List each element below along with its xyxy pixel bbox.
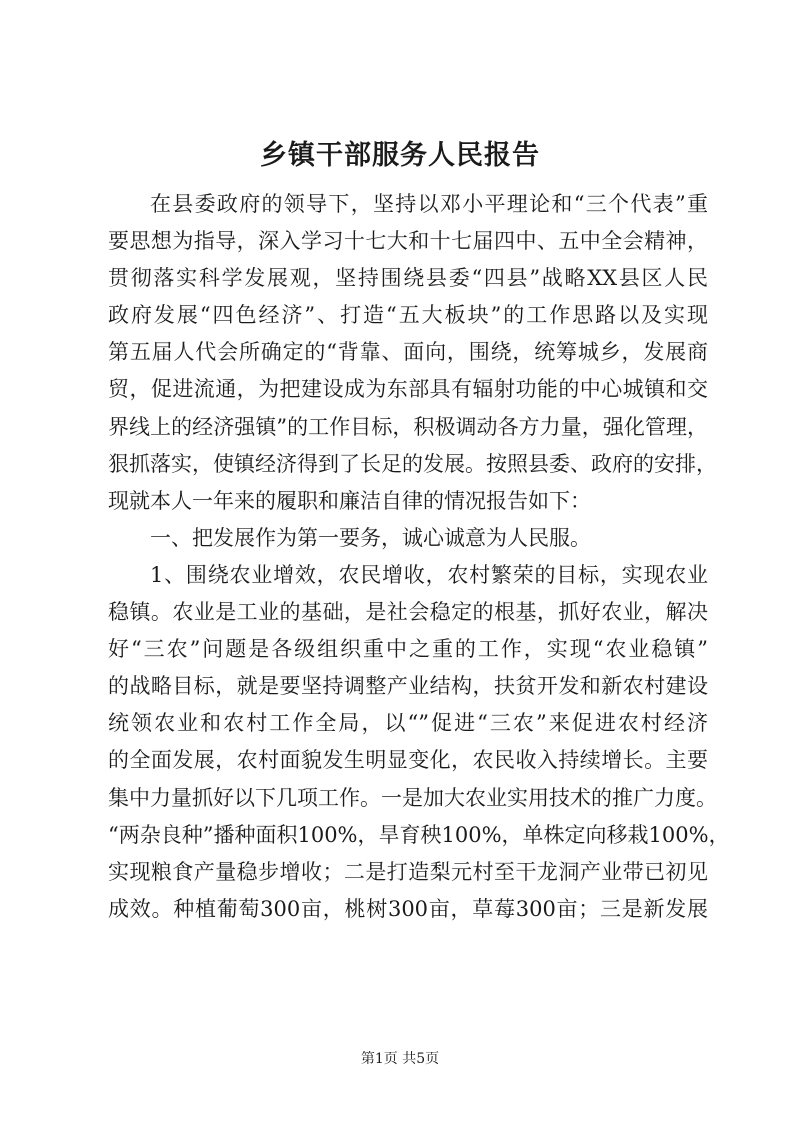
paragraph-line: 实现粮食产量稳步增收；二是打造梨元村至干龙洞产业带已初见 <box>108 859 708 884</box>
paragraph-line: 第五届人代会所确定的“背靠、面向，围绕，统筹城乡，发展商 <box>108 340 708 365</box>
paragraph-line: 贯彻落实科学发展观，坚持围绕县委“四县”战略XX县区人民 <box>108 266 708 291</box>
paragraph-line: 要思想为指导，深入学习十七大和十七届四中、五中全会精神， <box>108 229 708 254</box>
section-heading: 一、把发展作为第一要务，诚心诚意为人民服。 <box>150 525 591 550</box>
paragraph-line: 好“三农”问题是各级组织重中之重的工作，实现“农业稳镇” <box>108 637 708 662</box>
paragraph-line: 界线上的经济强镇”的工作目标，积极调动各方力量，强化管理， <box>108 414 708 439</box>
page-number-footer: 第1页 共5页 <box>360 1051 440 1067</box>
paragraph-line: 在县委政府的领导下，坚持以邓小平理论和“三个代表”重 <box>150 192 708 216</box>
paragraph-line: 成效。种植葡萄300亩，桃树300亩，草莓300亩；三是新发展 <box>108 896 708 921</box>
paragraph-line: 统领农业和农村工作全局，以“”促进“三农”来促进农村经济 <box>108 711 708 736</box>
paragraph-line: 的全面发展，农村面貌发生明显变化，农民收入持续增长。主要 <box>108 748 708 773</box>
paragraph-line: 狠抓落实，使镇经济得到了长足的发展。按照县委、政府的安排， <box>108 451 717 476</box>
document-body <box>108 186 730 928</box>
paragraph-line: 的战略目标，就是要坚持调整产业结构，扶贫开发和新农村建设 <box>108 674 708 699</box>
paragraph-line: 稳镇。农业是工业的基础，是社会稳定的根基，抓好农业，解决 <box>108 600 708 625</box>
paragraph-line: 贸，促进流通，为把建设成为东部具有辐射功能的中心城镇和交 <box>108 377 708 402</box>
paragraph-line: 现就本人一年来的履职和廉洁自律的情况报告如下： <box>108 488 591 513</box>
paragraph-line: “两杂良种”播种面积100%，旱育秧100%，单株定向移栽100%， <box>108 822 730 847</box>
paragraph-line: 集中力量抓好以下几项工作。一是加大农业实用技术的推广力度。 <box>108 785 717 810</box>
paragraph-line: 1、围绕农业增效，农民增收，农村繁荣的目标，实现农业 <box>150 562 708 587</box>
document-title: 乡镇干部服务人民报告 <box>260 140 540 171</box>
paragraph-line: 政府发展“四色经济”、打造“五大板块”的工作思路以及实现 <box>108 303 708 328</box>
